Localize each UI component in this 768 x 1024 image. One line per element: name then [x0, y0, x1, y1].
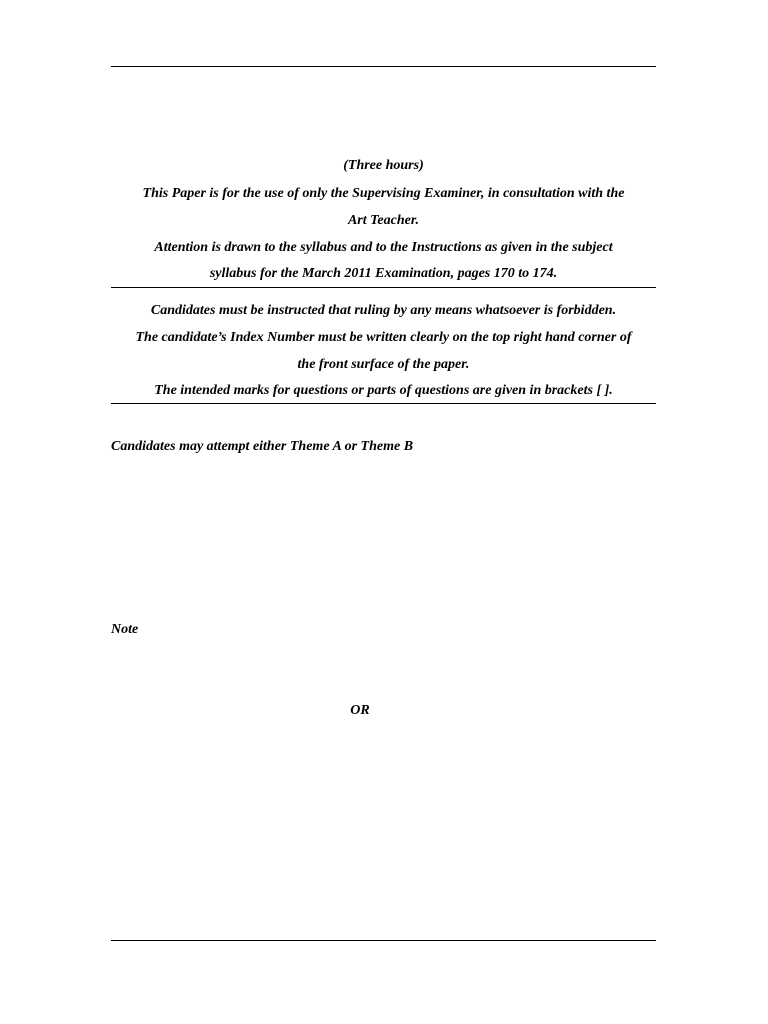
instructions-divider — [111, 403, 656, 404]
or-label: OR — [350, 703, 370, 718]
header-divider — [111, 287, 656, 288]
attention-line-2: syllabus for the March 2011 Examination, pages 170 to 174. — [209, 266, 558, 281]
supervising-examiner-line-1: This Paper is for the use of only the Supervising Examiner, in consultation with the — [142, 186, 625, 201]
index-number-instruction-line-1: The candidate’s Index Number must be written clearly on the top right hand corner of — [135, 330, 632, 345]
bottom-rule — [111, 940, 656, 941]
ruling-instruction: Candidates must be instructed that ruling by any means whatsoever is forbidden. — [150, 303, 617, 318]
theme-choice-text: Candidates may attempt either Theme A or Theme B — [111, 439, 414, 454]
attention-line-1: Attention is drawn to the syllabus and to the Instructions as given in the subject — [154, 240, 613, 255]
supervising-examiner-line-2: Art Teacher. — [347, 213, 420, 228]
note-label: Note — [111, 622, 139, 637]
top-rule — [111, 66, 656, 67]
duration-text: (Three hours) — [343, 158, 424, 173]
index-number-instruction-line-2: the front surface of the paper. — [297, 357, 470, 372]
marks-instruction: The intended marks for questions or parts of questions are given in brackets [ ]. — [154, 383, 613, 398]
